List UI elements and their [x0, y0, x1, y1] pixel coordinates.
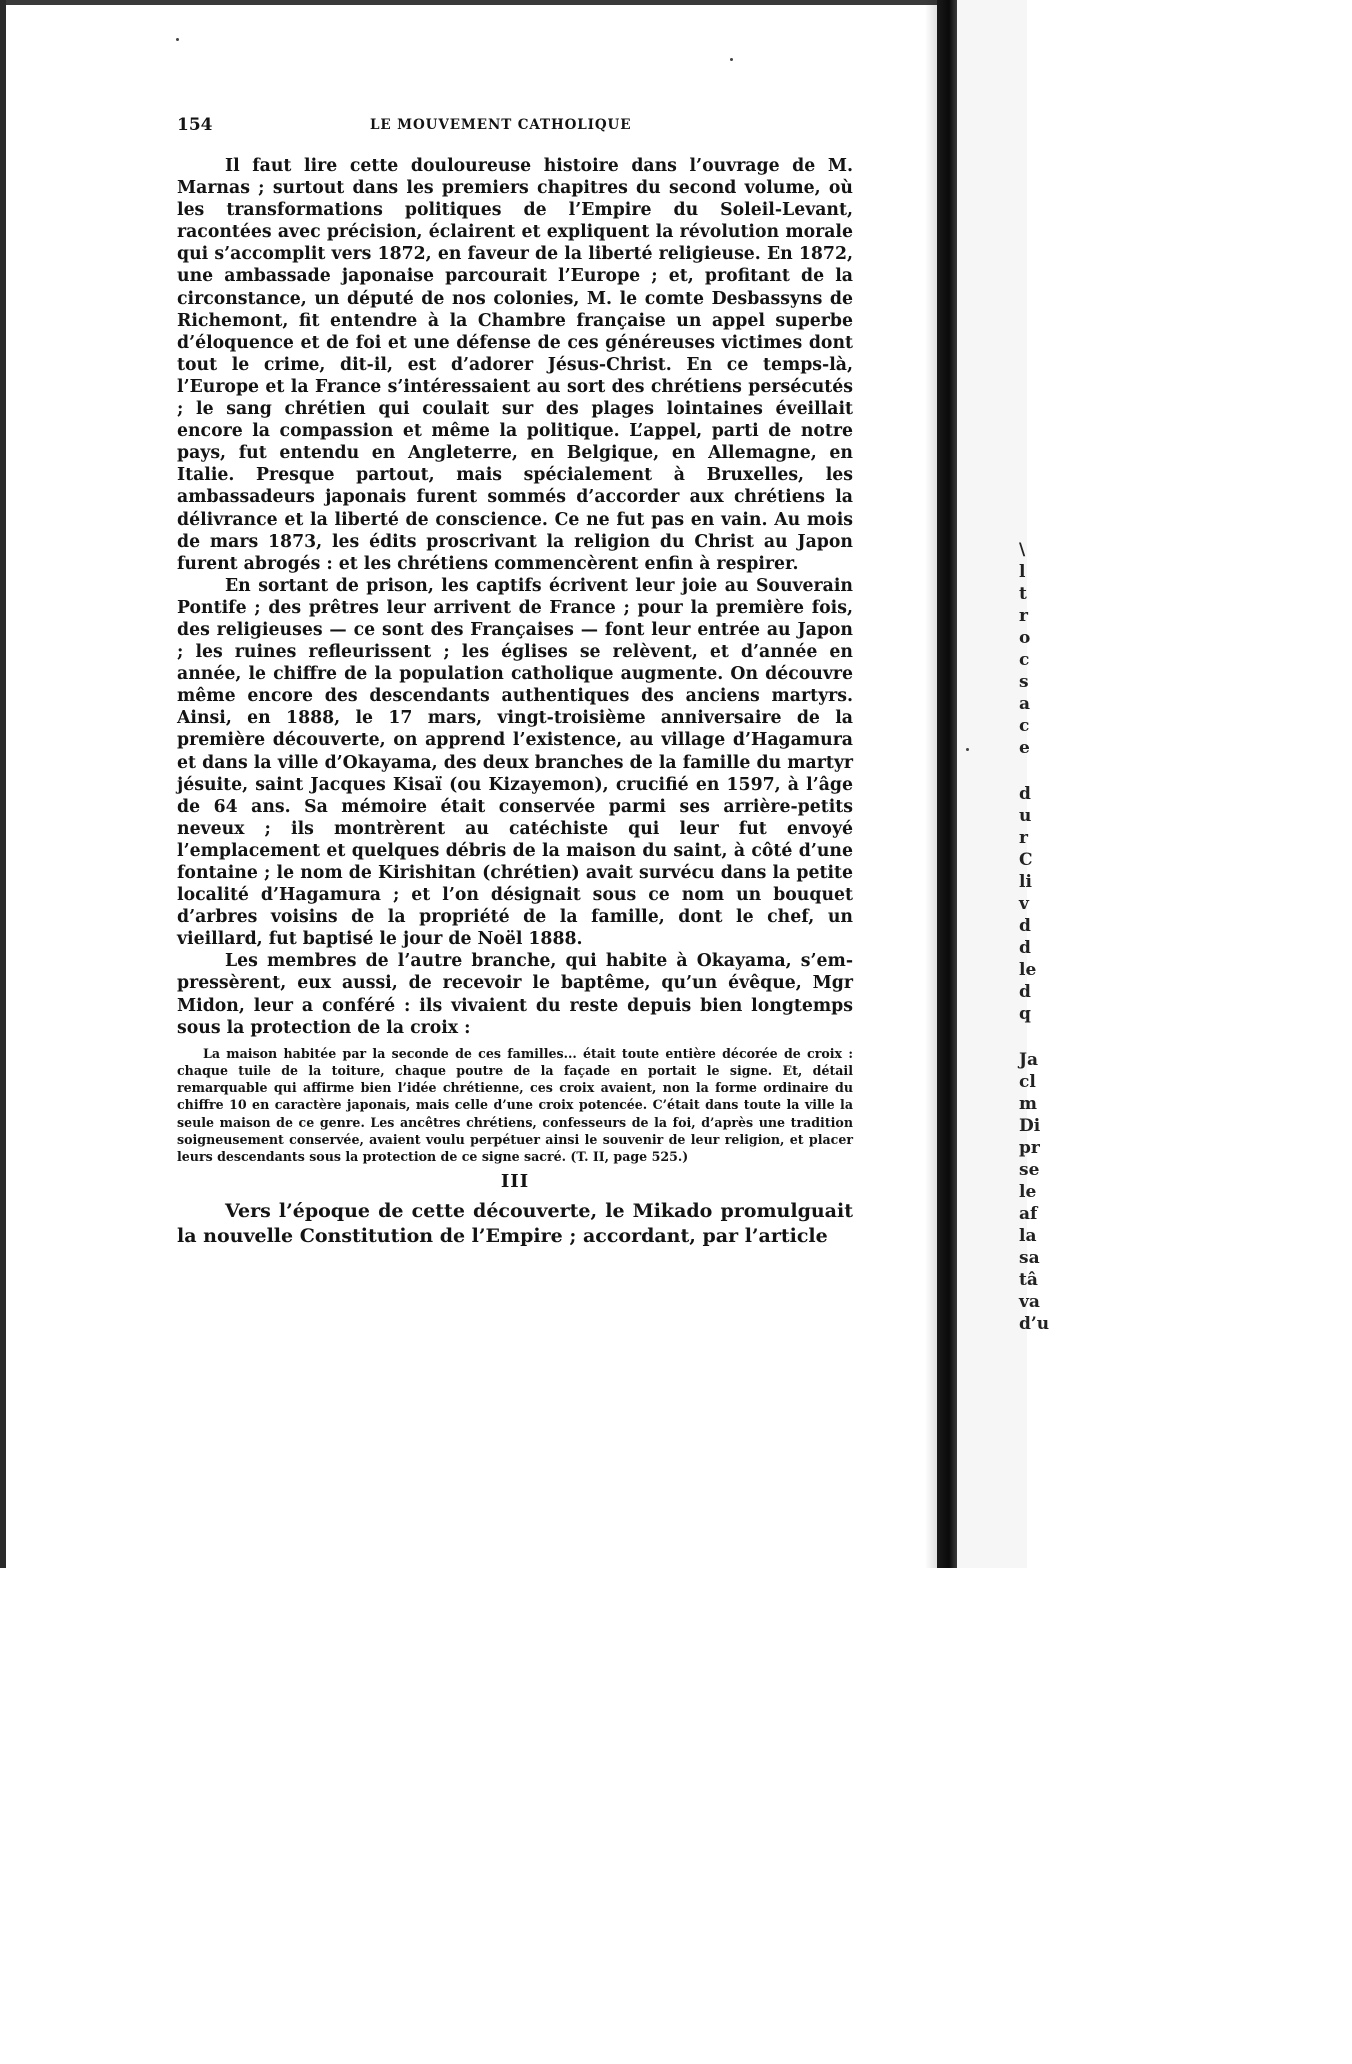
facing-page-text-fragment: d [1019, 784, 1031, 804]
facing-page-text-fragment: li [1019, 872, 1032, 892]
paragraph: En sortant de prison, les captifs écrivent leur joie au Souverain Pontife ; des prêtres leur arrivent de France ; pour la première fois, des religieuses — ce sont des Françaises — font leur entrée au Japon ; les ruines refleurissent ; les églises se relèvent, et d’année en année, le chiffre de la population catholique augmente. On découvre même encore des descendants authentiques des anciens martyrs. Ainsi, en 1888, le 17 mars, vingt-troisième anniversaire de la première découverte, on apprend l’existence, au village d’Hagamura et dans la ville d’Okayama, des deux branches de la famille du martyr jésuite, saint Jacques Kisaï (ou Kizayemon), crucifié en 1597, à l’âge de 64 ans. Sa mémoire était conservée parmi ses arrière-petits neveux ; ils montrèrent au catéchiste qui leur fut envoyé l’emplacement et quelques débris de la maison du saint, à côté d’une fontaine ; le nom de Kirishitan (chrétien) avait survécu dans la petite localité d’Hagamura ; et l’on désignait sous ce nom un bouquet d’arbres voisins de la propriété de la famille, dont le chef, un vieillard, fut baptisé le jour de Noël 1888. [177, 575, 853, 950]
facing-page-text-fragment: v [1019, 894, 1029, 914]
facing-page-text-fragment: r [1019, 828, 1028, 848]
facing-page-text-fragment: pr [1019, 1138, 1040, 1158]
facing-page-text-fragment: se [1019, 1160, 1040, 1180]
facing-page-text-fragment: r [1019, 606, 1028, 626]
facing-page-text-fragment: d [1019, 916, 1031, 936]
facing-page-fragment [957, 0, 1050, 1568]
facing-page-text-fragment: a [1019, 694, 1031, 714]
scan-left-edge [0, 0, 6, 1568]
facing-page-text-fragment: sa [1019, 1248, 1040, 1268]
facing-page-text-fragment: le [1019, 960, 1037, 980]
facing-page-text-fragment: u [1019, 806, 1032, 826]
facing-page-text-fragment: m [1019, 1094, 1037, 1114]
facing-page-text-fragment: C [1019, 850, 1033, 870]
facing-page-text-fragment: s [1019, 672, 1029, 692]
facing-page-text-fragment: t [1019, 584, 1027, 604]
scan-top-edge [0, 0, 940, 5]
facing-page-text-fragment: \ [1019, 540, 1026, 560]
page-number: 154 [177, 115, 213, 135]
facing-page-text-fragment: la [1019, 1226, 1037, 1246]
body-text [177, 155, 853, 1248]
scan-speck [730, 58, 733, 61]
gutter-shadow [925, 0, 937, 1568]
book-gutter [937, 0, 957, 1568]
facing-page-text-fragment: q [1019, 1004, 1031, 1024]
facing-page-text-fragment: d’u [1019, 1314, 1050, 1334]
facing-page-text-fragment: d [1019, 938, 1031, 958]
facing-page-text-fragment: va [1019, 1292, 1040, 1312]
paragraph: Les membres de l’autre branche, qui habite à Okayama, s’empressèrent, eux aussi, de recevoir le baptême, qu’un évêque, Mgr Midon, leur a conféré : ils vivaient du reste depuis bien longtemps sous la protection de la croix : [177, 951, 853, 1038]
facing-page-text-fragment: c [1019, 650, 1030, 670]
facing-page-text-fragment: le [1019, 1182, 1037, 1202]
section-heading: III [500, 1171, 530, 1193]
facing-page-text-fragment: Di [1019, 1116, 1041, 1136]
facing-page-text-fragment: d [1019, 982, 1031, 1002]
facing-page-text-fragment: c [1019, 716, 1030, 736]
facing-page-text-fragment: af [1019, 1204, 1038, 1224]
paragraph: Il faut lire cette douloureuse histoire dans l’ouvrage de M. Marnas ; surtout dans les premiers chapitres du second volume, où les transformations politiques de l’Empire du Soleil-Levant, racontées avec précision, éclairent et expliquent la révolution morale qui s’accomplit vers 1872, en faveur de la liberté religieuse. En 1872, une ambassade japonaise parcourait l’Europe ; et, profitant de la circonstance, un député de nos colonies, M. le comte Desbassyns de Richemont, fit entendre à la Chambre française un appel superbe d’éloquence et de foi et une défense de ces généreuses victimes dont tout le crime, dit-il, est d’adorer Jésus-Christ. En ce temps-là, l’Europe et la France s’intéressaient au sort des chrétiens persécutés ; le sang chrétien qui coulait sur des plages lointaines éveillait encore la compassion et même la politique. L’appel, parti de notre pays, fut entendu en Angleterre, en Belgique, en Allemagne, en Italie. Presque partout, mais spécialement à Bruxelles, les ambassadeurs japonais furent sommés d’accorder aux chrétiens la délivrance et la liberté de conscience. Ce ne fut pas en vain. Au mois de mars 1873, les édits proscrivant la religion du Christ au Japon furent abrogés : et les chrétiens commencèrent enfin à respirer. [177, 156, 853, 574]
running-head: LE MOUVEMENT CATHOLIQUE [370, 117, 632, 133]
facing-page-text-fragment: l [1019, 562, 1026, 582]
scan-speck [966, 748, 969, 751]
facing-page-text-fragment: tâ [1019, 1270, 1038, 1290]
scan-speck [176, 38, 179, 41]
facing-page-text-fragment: e [1019, 738, 1030, 758]
block-quote: La maison habitée par la seconde de ces familles... était toute entière décorée de croix : chaque tuile de la toiture, chaque poutre de la façade en portait le signe. Et, détail remarquable qui affirme bien l’idée chrétienne, ces croix avaient, non la forme ordinaire du chiffre 10 en caractère japonais, mais celle d’une croix potencée. C’était dans toute la ville la seule maison de ce genre. Les ancêtres chrétiens, confesseurs de la foi, d’après une tradition soigneusement conservée, avaient voulu perpétuer ainsi le souvenir de leur religion, et placer leurs descendants sous la protection de ce signe sacré. (T. II, page 525.) [177, 1045, 853, 1164]
facing-page-text-fragment: o [1019, 628, 1031, 648]
page-header [177, 115, 853, 137]
facing-page-text-fragment: Ja [1019, 1050, 1039, 1070]
facing-page-text-fragment: cl [1019, 1072, 1036, 1092]
paragraph: Vers l’époque de cette découverte, le Mikado promulguait la nouvelle Constitution de l’Empire ; accordant, par l’article [177, 1200, 853, 1247]
